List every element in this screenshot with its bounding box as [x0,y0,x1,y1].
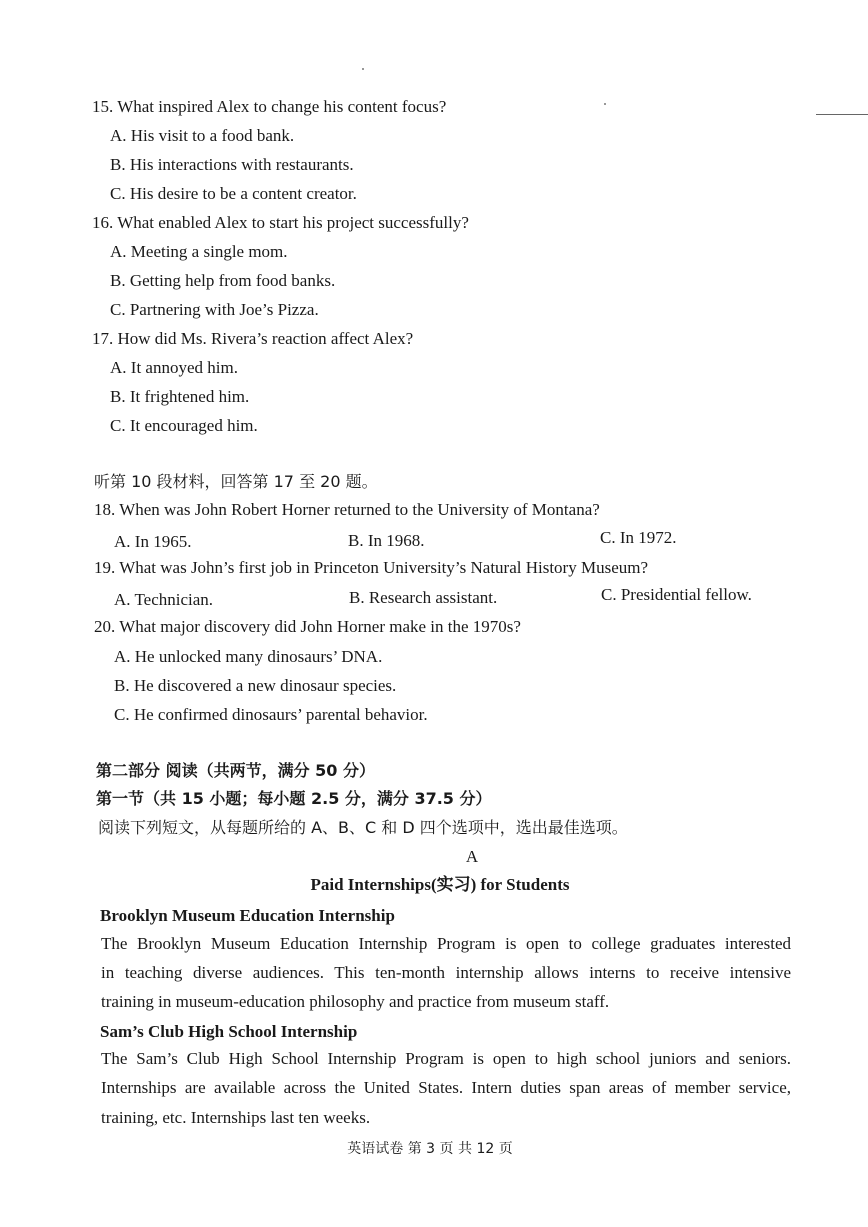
question-18-option-c: C. In 1972. [600,528,677,547]
question-19-option-a: A. Technician. [114,590,214,609]
part2-instruction: 阅读下列短文，从每题所给的 A、B、C 和 D 四个选项中，选出最佳选项。 [98,818,628,837]
scan-dot [604,103,606,105]
question-20-option-b: B. He discovered a new dinosaur species. [114,676,397,695]
question-18-stem: 18. When was John Robert Horner returned to the University of Montana? [94,500,600,519]
passage-title: Paid Internships(实习) for Students [310,875,570,894]
part2-title: 第二部分 阅读（共两节，满分 50 分） [96,761,375,780]
question-20-stem: 20. What major discovery did John Horner make in the 1970s? [94,617,521,636]
question-20-option-a: A. He unlocked many dinosaurs’ DNA. [114,647,383,666]
question-18-option-a: A. In 1965. [114,532,192,551]
question-17-option-b: B. It frightened him. [110,387,250,406]
brooklyn-line-3: training in museum-education philosophy and practice from museum staff. [101,992,610,1011]
page-footer: 英语试卷 第 3 页 共 12 页 [347,1141,513,1157]
brooklyn-line-1: The Brooklyn Museum Education Internship Program is open to college graduates interested [101,934,791,953]
listening-instruction: 听第 10 段材料，回答第 17 至 20 题。 [94,472,378,491]
question-16-stem: 16. What enabled Alex to start his project successfully? [92,213,469,232]
question-16-option-b: B. Getting help from food banks. [110,271,336,290]
question-19-option-c: C. Presidential fellow. [601,585,752,604]
part2-section1: 第一节（共 15 小题；每小题 2.5 分，满分 37.5 分） [96,789,492,808]
question-17-option-c: C. It encouraged him. [110,416,258,435]
question-17-stem: 17. How did Ms. Rivera’s reaction affect Alex? [92,329,414,348]
brooklyn-line-2: in teaching diverse audiences. This ten-month internship allows interns to receive intensive [101,963,791,982]
scan-dot [362,68,364,70]
question-20-option-c: C. He confirmed dinosaurs’ parental behavior. [114,705,428,724]
scan-mark [816,114,868,115]
question-15-stem: 15. What inspired Alex to change his content focus? [92,97,447,116]
question-19-option-b: B. Research assistant. [349,588,498,607]
sams-club-line-1: The Sam’s Club High School Internship Program is open to high school juniors and seniors. [101,1049,791,1068]
question-16-option-c: C. Partnering with Joe’s Pizza. [110,300,319,319]
sams-club-line-2: Internships are available across the United States. Intern duties span areas of member service, [101,1078,791,1097]
question-15-option-c: C. His desire to be a content creator. [110,184,357,203]
passage-label: A [465,847,479,866]
question-18-option-b: B. In 1968. [348,531,425,550]
question-15-option-a: A. His visit to a food bank. [110,126,295,145]
question-19-stem: 19. What was John’s first job in Princeton University’s Natural History Museum? [94,558,649,577]
question-17-option-a: A. It annoyed him. [110,358,238,377]
sams-club-line-3: training, etc. Internships last ten weeks. [101,1108,371,1127]
question-16-option-a: A. Meeting a single mom. [110,242,288,261]
section-heading-sams-club: Sam’s Club High School Internship [100,1022,358,1041]
section-heading-brooklyn: Brooklyn Museum Education Internship [100,906,395,925]
question-15-option-b: B. His interactions with restaurants. [110,155,354,174]
